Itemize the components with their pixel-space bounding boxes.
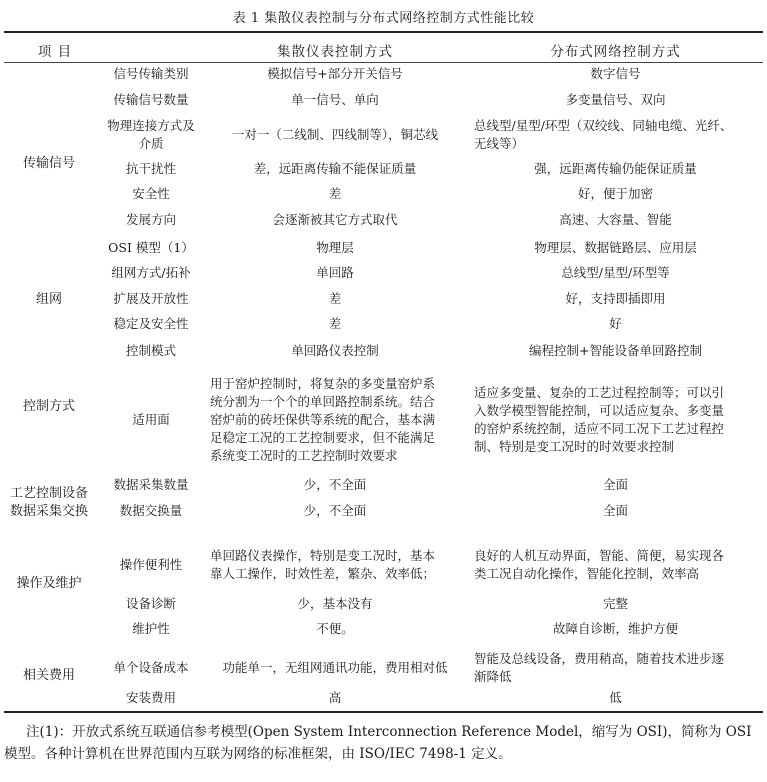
row-distributed-cell: 低 xyxy=(609,690,622,705)
row-dcs-cell: 单回路仪表操作，特别是变工况时，基本 靠人工操作，时效性差，繁杂、效率低； xyxy=(210,548,436,581)
row-item-cell: 数据采集数量 xyxy=(113,477,189,492)
row-dcs-cell: 差 xyxy=(328,186,342,201)
row-distributed-cell: 强，远距离传输仍能保证质量 xyxy=(534,161,697,176)
group-label: 相关费用 xyxy=(22,668,75,683)
row-dcs-cell: 差，远距离传输不能保证质量 xyxy=(253,161,417,176)
row-dcs-cell: 会逐渐被其它方式取代 xyxy=(272,212,398,227)
group-label: 控制方式 xyxy=(22,399,75,414)
row-distributed-cell: 总线型/星型/环型（双绞线、同轴电缆、光纤、 无线等） xyxy=(474,117,733,151)
table-caption: 表 1 集散仪表控制与分布式网络控制方式性能比较 xyxy=(232,11,535,26)
table-row xyxy=(94,183,763,205)
table-row xyxy=(94,158,763,180)
table-row xyxy=(94,339,763,363)
row-item-cell: 物理连接方式及 介质 xyxy=(107,117,195,151)
table-row xyxy=(94,592,763,616)
row-distributed-cell: 好 xyxy=(609,316,622,331)
row-item-cell: 信号传输类别 xyxy=(113,66,189,81)
row-distributed-cell: 总线型/星型/环型等 xyxy=(561,265,670,280)
row-distributed-cell: 完整 xyxy=(602,596,628,611)
row-dcs-cell: 少，不全面 xyxy=(303,477,367,492)
row-dcs-cell: 物理层 xyxy=(316,240,354,255)
row-distributed-cell: 数字信号 xyxy=(590,66,641,81)
table-row xyxy=(94,312,763,336)
row-distributed-cell: 好，支持即插即用 xyxy=(565,291,666,306)
row-item-cell: 操作便利性 xyxy=(119,557,183,572)
header-rule xyxy=(4,62,763,63)
row-dcs-cell: 不便。 xyxy=(316,621,354,636)
group-label: 传输信号 xyxy=(22,156,75,171)
row-dcs-cell: 差 xyxy=(328,316,342,331)
row-item-cell: 抗干扰性 xyxy=(125,161,176,176)
row-item-cell: 传输信号数量 xyxy=(113,92,189,107)
table-row xyxy=(94,208,763,232)
table-row xyxy=(94,64,763,84)
table-row xyxy=(94,538,763,592)
row-dcs-cell: 单回路仪表控制 xyxy=(291,343,379,358)
row-item-cell: 数据交换量 xyxy=(119,503,183,518)
row-dcs-cell: 单回路 xyxy=(316,265,354,280)
row-dcs-cell: 用于窑炉控制时，将复杂的多变量窑炉系 统分割为一个个的单回路控制系统。结合 窑炉前的砖坯保供等系统的配合，基本满 足稳定工况的工艺控制要求，但不能满足 系统变工况时的工艺控制时效要求 xyxy=(210,376,436,463)
table-row xyxy=(94,474,763,496)
row-distributed-cell: 全面 xyxy=(602,503,628,518)
table-row xyxy=(94,236,763,260)
row-distributed-cell: 多变量信号、双向 xyxy=(565,92,666,107)
table-row xyxy=(94,372,763,468)
row-item-cell: 组网方式/拓补 xyxy=(111,265,191,280)
table-row xyxy=(94,686,763,710)
group-label: 操作及维护 xyxy=(16,576,82,591)
row-dcs-cell: 少，基本没有 xyxy=(297,596,373,611)
row-dcs-cell: 功能单一，无组网通讯功能，费用相对低 xyxy=(222,660,448,675)
row-distributed-cell: 故障自诊断，维护方便 xyxy=(552,621,678,636)
table-row xyxy=(94,618,763,640)
row-item-cell: 维护性 xyxy=(132,621,170,636)
row-item-cell: 安装费用 xyxy=(125,690,176,705)
row-distributed-cell: 好，便于加密 xyxy=(577,186,653,201)
row-distributed-cell: 良好的人机互动界面，智能、简便，易实现各 类工况自动化操作，智能化控制，效率高 xyxy=(474,548,725,581)
table-row xyxy=(94,287,763,311)
row-distributed-cell: 高速、大容量、智能 xyxy=(559,212,672,227)
row-dcs-cell: 差 xyxy=(328,291,342,306)
table-row xyxy=(94,499,763,523)
row-item-cell: 安全性 xyxy=(132,186,170,201)
header-item: 项 目 xyxy=(37,44,73,60)
row-dcs-cell: 少，不全面 xyxy=(303,503,367,518)
row-item-cell: 发展方向 xyxy=(125,212,176,227)
table-footnote: 注(1)：开放式系统互联通信参考模型(Open System Interconnection Reference Model，缩写为 OSI)，简称为 OSI 模型。各种计算机在世界范围内互联为网络的标准框架，由 ISO/IEC 7498-1 定义。 xyxy=(4,724,752,762)
row-item-cell: 稳定及安全性 xyxy=(113,316,189,331)
table-row xyxy=(94,261,763,285)
row-item-cell: 控制模式 xyxy=(125,343,176,358)
table-row xyxy=(94,112,763,157)
row-item-cell: 适用面 xyxy=(132,412,170,427)
table-row xyxy=(94,89,763,111)
row-dcs-cell: 一对一（二线制、四线制等），铜芯线 xyxy=(231,126,439,142)
header-distributed: 分布式网络控制方式 xyxy=(550,44,681,60)
row-distributed-cell: 物理层、数据链路层、应用层 xyxy=(534,240,697,255)
group-label: 工艺控制设备数据采集交换 xyxy=(9,486,88,519)
table-row xyxy=(94,644,763,692)
bottom-rule xyxy=(4,711,763,713)
row-item-cell: OSI 模型（1） xyxy=(108,240,194,255)
row-item-cell: 设备诊断 xyxy=(125,596,176,611)
row-distributed-cell: 适应多变量、复杂的工艺过程控制等；可以引 入数学模型智能控制，可以适应复杂、多变量 的窑炉系统控制，适应不同工况下工艺过程控 制、特别是变工况时的时效要求控制 xyxy=(474,385,725,454)
row-dcs-cell: 高 xyxy=(328,690,342,705)
header-dcs: 集散仪表控制方式 xyxy=(277,44,393,60)
group-label: 组网 xyxy=(35,292,62,307)
row-distributed-cell: 全面 xyxy=(602,477,628,492)
row-distributed-cell: 编程控制+智能设备单回路控制 xyxy=(529,343,702,358)
row-distributed-cell: 智能及总线设备，费用稍高，随着技术进步逐 渐降低 xyxy=(474,651,725,684)
row-item-cell: 单个设备成本 xyxy=(113,660,189,675)
row-dcs-cell: 单一信号、单向 xyxy=(291,92,379,107)
top-rule xyxy=(4,31,763,33)
row-dcs-cell: 模拟信号+部分开关信号 xyxy=(267,66,403,81)
row-item-cell: 扩展及开放性 xyxy=(113,291,189,306)
